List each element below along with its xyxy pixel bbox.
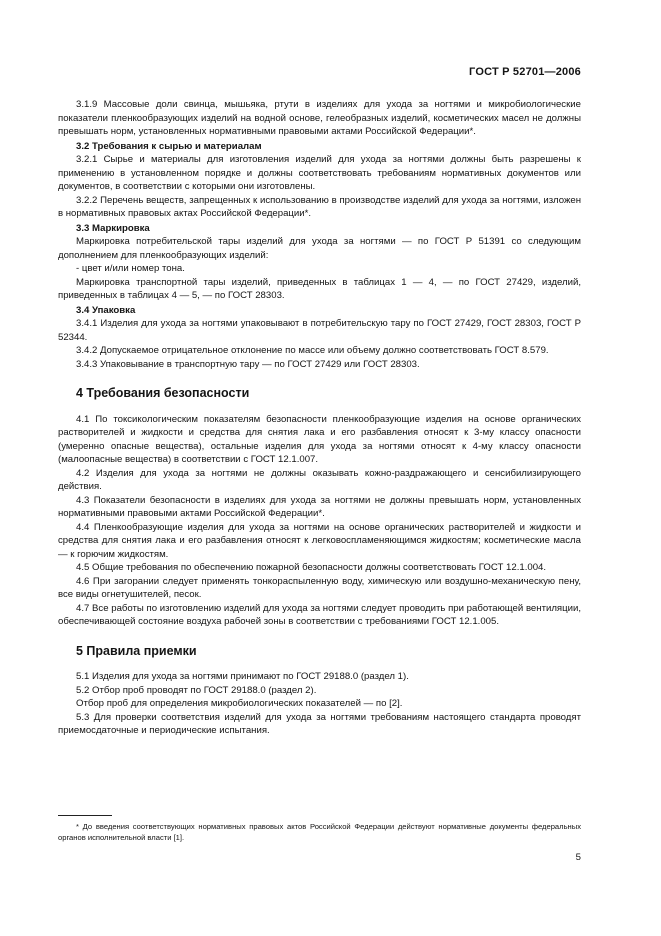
para-5-2-sampling: Отбор проб для определения микробиологических показателей — по [2]. — [76, 698, 403, 709]
para-4-2: 4.2 Изделия для ухода за ногтями не должны оказывать кожно-раздражающего и сенсибилизирующего действия. — [58, 467, 581, 492]
para-5-3: 5.3 Для проверки соответствия изделий для ухода за ногтями требованиям настоящего стандарта проводят приемосдаточные и периодические испытания. — [58, 711, 581, 736]
para-3-2-2: 3.2.2 Перечень веществ, запрещенных к использованию в производстве изделий для ухода за ногтями, изложен в нормативных правовых актах Российской Федерации*. — [58, 194, 581, 219]
para-3-3-transport-marking: Маркировка транспортной тары изделий, приведенных в таблицах 1 — 4, — по ГОСТ 27429, изделий, приведенных в таблицах 4 — 5, — по ГОСТ 28303. — [58, 276, 581, 301]
section-4-heading: 4 Требования безопасности — [76, 386, 250, 400]
para-4-6: 4.6 При загорании следует применять тонкораспыленную воду, химическую или воздушно-механическую пену, все виды огнетушителей, песок. — [58, 575, 581, 600]
para-5-1: 5.1 Изделия для ухода за ногтями принимают по ГОСТ 29188.0 (раздел 1). — [76, 671, 409, 682]
para-5-2: 5.2 Отбор проб проводят по ГОСТ 29188.0 (раздел 2). — [76, 684, 317, 696]
para-3-2-1: 3.2.1 Сырье и материалы для изготовления изделий для ухода за ногтями должны быть разрешены к применению в установленном порядке и должны соответствовать требованиям нормативных документов или документов, в соответствии с которыми они изготовлены. — [58, 154, 581, 192]
para-3-1-9: 3.1.9 Массовые доли свинца, мышьяка, ртути в изделиях для ухода за ногтями и микробиологические показатели пленкообразующих изделий на водной основе, гелеобразных изделий, косметических масел не должны превышать норм, установленных нормативными правовыми актами Российской Федерации*. — [58, 99, 581, 137]
section-5-heading: 5 Правила приемки — [76, 643, 197, 658]
para-4-4: 4.4 Пленкообразующие изделия для ухода за ногтями на основе органических растворителей и жидкости и средства для снятия лака и его разбавления относят к легковоспламеняющимся жидкостям; косметические масла — к горючим жидкостям. — [58, 521, 581, 560]
document-body — [58, 98, 581, 738]
footnote-divider — [58, 815, 112, 816]
document-id-header: ГОСТ Р 52701—2006 — [469, 66, 581, 78]
para-4-5: 4.5 Общие требования по обеспечению пожарной безопасности должны соответствовать ГОСТ 12.1.004. — [76, 562, 547, 573]
para-3-4-1: 3.4.1 Изделия для ухода за ногтями упаковывают в потребительскую тару по ГОСТ 27429, ГОСТ 28303, ГОСТ Р 52344. — [58, 318, 581, 343]
subsection-3-4-title: 3.4 Упаковка — [76, 304, 136, 316]
subsection-3-2-title: 3.2 Требования к сырью и материалам — [76, 140, 262, 152]
para-4-7: 4.7 Все работы по изготовлению изделий для ухода за ногтями следует проводить при работающей вентиляции, обеспечивающей состояние воздуха рабочей зоны в соответствии с требованиями ГОСТ 12.1.005. — [58, 602, 581, 627]
para-4-3: 4.3 Показатели безопасности в изделиях для ухода за ногтями не должны превышать норм, установленных нормативными правовыми актами Российской Федерации*. — [58, 494, 581, 519]
subsection-3-3-title: 3.3 Маркировка — [76, 222, 150, 234]
para-3-4-3: 3.4.3 Упаковывание в транспортную тару — по ГОСТ 27429 или ГОСТ 28303. — [76, 358, 420, 370]
page-number: 5 — [575, 852, 581, 863]
para-3-3-color-item: - цвет и/или номер тона. — [76, 263, 185, 274]
para-4-1: 4.1 По токсикологическим показателям безопасности пленкообразующие изделия на основе органических растворителей и жидкости и средства для снятия лака и его разбавления относят к 3-му классу опасности (умеренно опасные вещества), остальные изделия для ухода за ногтями относят к 4-му классу опасности (малоопасные вещества) в соответствии с ГОСТ 12.1.007. — [58, 413, 581, 465]
para-3-4-2: 3.4.2 Допускаемое отрицательное отклонение по массе или объему должно соответствовать ГОСТ 8.579. — [76, 345, 549, 356]
footnote: * До введения соответствующих нормативных правовых актов Российской Федерации действуют нормативные документы федеральных органов исполнительной власти [1]. — [58, 822, 581, 842]
para-3-3-consumer-marking: Маркировка потребительской тары изделий для ухода за ногтями — по ГОСТ Р 51391 со следующим дополнением для пленкообразующих изделий: — [58, 236, 581, 261]
